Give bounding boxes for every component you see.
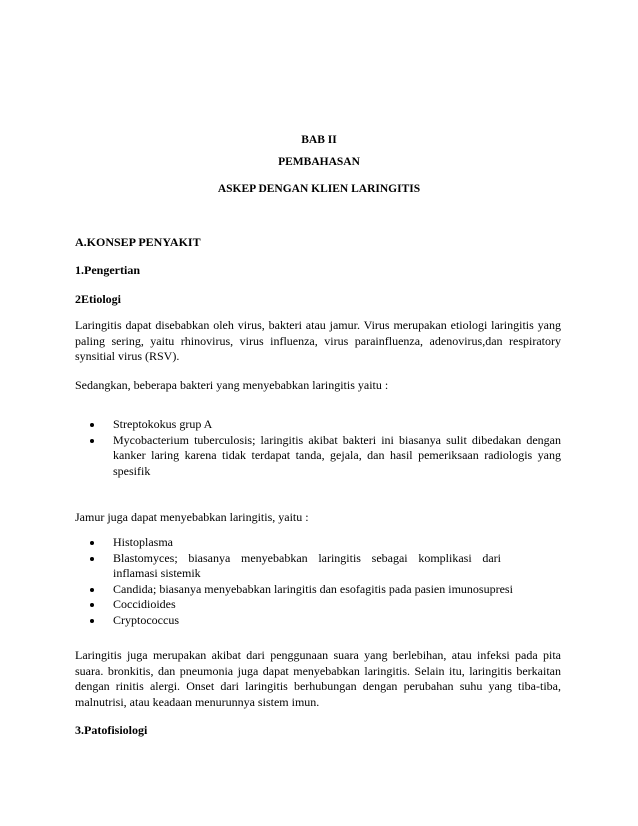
- list-item-text: Candida; biasanya menyebabkan laringitis dan esofagitis pada pasien imunosupresi: [113, 581, 513, 596]
- bullet-icon: [90, 541, 94, 545]
- chapter-title: PEMBAHASAN: [278, 156, 360, 168]
- subheading-patofisiologi: 3.Patofisiologi: [75, 723, 148, 737]
- bullet-icon: [90, 588, 94, 592]
- list-item-text: Mycobacterium tuberculosis; laringitis akibat bakteri ini biasanya sulit dibedakan dengan kanker laring karena tidak terdapat tanda, gejala, dan hasil pemeriksaan radiologis yang spesifik: [113, 432, 561, 478]
- jamur-list: [75, 535, 561, 628]
- bullet-icon: [90, 439, 94, 443]
- paragraph-penyebab-lain: Laringitis juga merupakan akibat dari penggunaan suara yang berlebihan, atau infeksi pada pita suara. bronkitis, dan pneumonia juga dapat menyebabkan laringitis. Selain itu, laringitis berkaitan dengan rinitis alergi. Onset dari laringitis berhubungan dengan perubahan suhu yang tiba-tiba, malnutrisi, atau keadaan menurunnya sistem imun.: [75, 648, 561, 709]
- list-item: [75, 551, 561, 582]
- paragraph-bakteri-intro: Sedangkan, beberapa bakteri yang menyebabkan laringitis yaitu :: [75, 378, 389, 392]
- list-item: [75, 433, 561, 480]
- list-item: [75, 613, 561, 629]
- bakteri-list: [75, 417, 561, 479]
- list-item: [75, 582, 561, 598]
- list-item-text: Cryptococcus: [113, 612, 179, 627]
- subheading-pengertian: 1.Pengertian: [75, 263, 140, 277]
- chapter-number: BAB II: [301, 134, 337, 146]
- list-item-text: Histoplasma: [113, 535, 173, 549]
- bullet-icon: [90, 423, 94, 427]
- section-heading-konsep: A.KONSEP PENYAKIT: [75, 235, 201, 249]
- list-item-text: Blastomyces; biasanya menyebabkan laringitis sebagai komplikasi dari inflamasi sistemik: [113, 550, 501, 580]
- bullet-icon: [90, 603, 94, 607]
- paragraph-etiologi: Laringitis dapat disebabkan oleh virus, bakteri atau jamur. Virus merupakan etiologi laringitis yang paling sering, yaitu rhinovirus, virus influenza, virus parainfluenza, adenovirus,dan respiratory synsitial virus (RSV).: [75, 318, 561, 363]
- bullet-icon: [90, 557, 94, 561]
- list-item: [75, 597, 561, 613]
- document-title: ASKEP DENGAN KLIEN LARINGITIS: [217, 183, 421, 195]
- paragraph-jamur-intro: Jamur juga dapat menyebabkan laringitis, yaitu :: [75, 510, 309, 524]
- subheading-etiologi: 2Etiologi: [75, 292, 122, 306]
- list-item-text: Streptokokus grup A: [113, 417, 213, 431]
- list-item: [75, 417, 561, 433]
- list-item-text: Coccidioides: [113, 597, 176, 611]
- list-item: [75, 535, 561, 551]
- bullet-icon: [90, 619, 94, 623]
